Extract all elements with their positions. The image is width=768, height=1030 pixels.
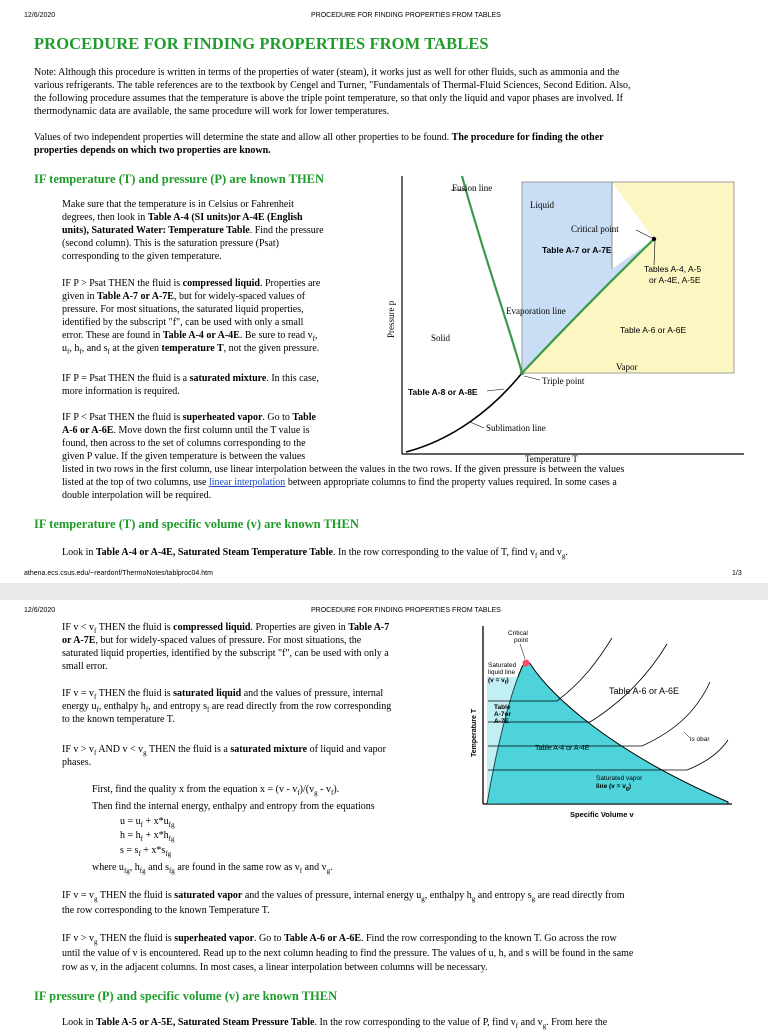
- table-a7-label-1: Table: [494, 704, 511, 711]
- tp-para-2-line-2: given in Table A-7 or A-7E, but for widely-spaced values of: [62, 291, 306, 302]
- tp-para-2-line-3: pressure. For most situations, the saturated liquid properties,: [62, 304, 304, 315]
- tv-b-line-1: IF $v = v_f$ THEN the fluid is saturated liquid and the values of pressure, internal: [62, 688, 384, 701]
- tp-para-4-line-3: found, then across to the set of columns corresponding to the: [62, 438, 306, 449]
- critical-point-marker: [652, 237, 656, 241]
- eq-s: $s = s_f + x*s_{fg}$: [120, 845, 172, 858]
- isobar-label: is obar: [690, 736, 710, 743]
- evaporation-line-label: Evaporation line: [506, 306, 566, 316]
- phase-diagram-p-t: [372, 170, 752, 470]
- tp-para-2-line-6: $u_f$, $h_f$, and $s_f$ at the given temperature T, not the given pressure.: [62, 343, 320, 356]
- tp-para-2-line-4: identified by the subscript "f", can be used with only a small: [62, 317, 304, 328]
- sat-liquid-label-1: Saturated: [488, 662, 517, 669]
- header-title: PROCEDURE FOR FINDING PROPERTIES FROM TABLES: [311, 12, 501, 19]
- values-line-2: properties depends on which two properties are known.: [34, 145, 271, 156]
- header-date-2: 12/6/2020: [24, 607, 56, 614]
- sat-liquid-label-2: liquid line: [488, 669, 516, 676]
- superheat-isobar-1: [557, 638, 612, 701]
- tp-para-4-line-6: listed at the top of two columns, use linear interpolation between appropriate columns to find the property values required. In some cases a: [62, 477, 617, 488]
- footer-page: 1/3: [732, 570, 742, 577]
- temperature-axis-label-2: Temperature T: [471, 708, 478, 757]
- tp-para-4-line-2: A-6 or A-6E. Move down the first column until the T value is: [62, 425, 310, 436]
- tv-g-line-2: until the value of v is encountered. Read up to the next column heading to find the pressure. The values of u, h, and s will be found in the same: [62, 948, 634, 959]
- tv-a-line-3: saturated liquid properties, identified by the subscript "f", can be used with only a: [62, 648, 389, 659]
- tv-diagram: [462, 622, 738, 827]
- tp-para-1-line-4: (second column). This is the saturation pressure (Psat): [62, 238, 279, 249]
- table-a7-label-2: A-7or: [494, 711, 511, 718]
- liquid-label: Liquid: [530, 200, 554, 210]
- tp-para-1-line-1: Make sure that the temperature is in Celsius or Fahrenheit: [62, 199, 294, 210]
- pressure-axis-label: Pressure p: [386, 300, 396, 338]
- tp-para-3-line-1: IF P = Psat THEN the fluid is a saturated mixture. In this case,: [62, 373, 319, 384]
- fusion-line: [462, 176, 522, 373]
- header-title-2: PROCEDURE FOR FINDING PROPERTIES FROM TABLES: [311, 607, 501, 614]
- triple-point-label: Triple point: [542, 376, 585, 386]
- a8-leader: [487, 389, 504, 391]
- linear-interpolation-link[interactable]: linear interpolation: [208, 477, 286, 488]
- table-a7-label-3: A-7E: [494, 718, 509, 725]
- tv-c-line-1: IF $v > v_f$ AND $v < v_g$ THEN the fluid is a saturated mixture of liquid and vapor: [62, 744, 386, 757]
- sublimation-line-label: Sublimation line: [486, 423, 546, 433]
- header-date: 12/6/2020: [24, 12, 56, 19]
- heading-temperature-volume: IF temperature (T) and specific volume (v) are known THEN: [34, 517, 359, 531]
- note-line-3: the following procedure assumes that the temperature is above the triple point temperature, so that only the liquid and vapor phases are involved. If: [34, 93, 623, 104]
- where-line: where $u_{fg}$, $h_{fg}$ and $s_{fg}$ are found in the same row as $v_f$ and $v_g$.: [92, 862, 333, 875]
- table-a7-label: Table A-7 or A-7E: [542, 245, 612, 255]
- vapor-label: Vapor: [616, 362, 638, 372]
- tv-a-line-1: IF $v < v_f$ THEN the fluid is compressed liquid. Properties are given in Table A-7: [62, 622, 390, 635]
- tp-para-2-line-5: error. These are found in Table A-4 or A-4E. Be sure to read $v_f$,: [62, 330, 318, 343]
- superheat-isobar-2: [590, 644, 667, 722]
- tv-b-line-3: to the known temperature T.: [62, 714, 175, 725]
- compressed-liquid-shading: [487, 677, 520, 804]
- tv-g-line-1: IF $v > v_g$ THEN the fluid is superheated vapor. Go to Table A-6 or A-6E. Find the row corresponding to the known T. Go across the row: [62, 933, 617, 946]
- tp-para-1-line-2: degrees, then look in Table A-4 (SI units)or A-4E (English: [62, 212, 303, 223]
- tv-g-line-3: row as v, in the adjacent columns. In most cases, a linear interpolation between columns will be necessary.: [62, 962, 488, 973]
- pv-para-line-1: Look in Table A-5 or A-5E, Saturated Steam Pressure Table. In the row corresponding to the value of P, find $v_f$ and $v_g$. From here the: [62, 1017, 608, 1030]
- eq-u: $u = u_f + x*u_{fg}$: [120, 816, 175, 829]
- triple-point-marker: [520, 371, 524, 375]
- tv-a-line-2: or A-7E, but for widely-spaced values of pressure. For most situations, the: [62, 635, 362, 646]
- critical-leader-2: [520, 644, 525, 659]
- specific-volume-axis-label: Specific Volume v: [570, 810, 634, 819]
- page-title: PROCEDURE FOR FINDING PROPERTIES FROM TABLES: [34, 34, 489, 53]
- critical-label-1: Critical: [508, 630, 528, 637]
- tv-f-line-1: IF $v = v_g$ THEN the fluid is saturated vapor and the values of pressure, internal energy $u_g$, enthalpy $h_g$ and entropy $s_g$ are read directly from: [62, 890, 625, 903]
- sublimation-line: [406, 373, 522, 452]
- tp-para-2-line-1: IF P > Psat THEN the fluid is compressed liquid. Properties are: [62, 278, 321, 289]
- tables-a4-label-2: or A-4E, A-5E: [649, 275, 701, 285]
- tv-b-line-2: energy $u_f$, enthalpy $h_f$, and entropy $s_f$ are read directly from the row corresponding: [62, 701, 392, 714]
- note-line-1: Note: Although this procedure is written in terms of the properties of water (steam), it works just as well for other fluids, such as ammonia and the: [34, 67, 620, 78]
- superheat-isobar-4: [687, 740, 728, 770]
- solid-label: Solid: [431, 333, 451, 343]
- heading-pressure-volume: IF pressure (P) and specific volume (v) are known THEN: [34, 989, 338, 1003]
- table-a6-label-2: Table A-6 or A-6E: [609, 686, 680, 696]
- tp-para-4-line-5: listed in two rows in the first column, use linear interpolation between the values in the two rows. If the given pressure is between the values: [62, 464, 625, 475]
- critical-point-marker-2: [523, 660, 530, 667]
- tv-f-line-2: the row corresponding to the known Temperature T.: [62, 905, 270, 916]
- tp-para-1-line-5: corresponding to the given temperature.: [62, 251, 222, 262]
- then-find-line: Then find the internal energy, enthalpy and entropy from the equations: [92, 801, 375, 812]
- sat-vapor-label-1: Saturated vapor: [596, 775, 643, 782]
- table-a4-label-2: Table A-4 or A-4E: [535, 745, 590, 752]
- page-separator: [0, 583, 768, 600]
- tv-c-line-2: phases.: [62, 757, 92, 768]
- sublimation-leader: [470, 422, 484, 428]
- critical-label-2: point: [514, 637, 529, 644]
- tp-para-4-line-1: IF P < Psat THEN the fluid is superheated vapor. Go to Table: [62, 412, 316, 423]
- heading-temperature-pressure: IF temperature (T) and pressure (P) are known THEN: [34, 172, 325, 186]
- eq-h: $h = h_f + x*h_{fg}$: [120, 830, 175, 843]
- tables-a4-label-1: Tables A-4, A-5: [644, 264, 702, 274]
- sat-vapor-label-2: line $(v = v_g)$: [596, 783, 632, 792]
- table-a6-label: Table A-6 or A-6E: [620, 325, 687, 335]
- tv-para-line-1: Look in Table A-4 or A-4E, Saturated Steam Temperature Table. In the row corresponding to the value of T, find $v_f$ and $v_g$.: [62, 547, 568, 560]
- triple-leader: [524, 376, 540, 380]
- tp-para-3-line-2: more information is required.: [62, 386, 180, 397]
- sat-liquid-label-3: $(v = v_f)$: [488, 677, 509, 686]
- footer-url: athena.ecs.csus.edu/~reardonf/ThermoNotes/tablproc04.htm: [24, 570, 213, 577]
- tp-para-4-line-7: double interpolation will be required.: [62, 490, 212, 501]
- note-line-4: thermodynamic data are available, the same procedure will work for lower temperatures.: [34, 106, 390, 117]
- fusion-line-label: Fusion line: [452, 183, 493, 193]
- critical-point-label: Critical point: [571, 224, 619, 234]
- tp-para-1-line-3: units), Saturated Water: Temperature Table. Find the pressure: [62, 225, 324, 236]
- tv-a-line-4: small error.: [62, 661, 108, 672]
- temperature-axis-label: Temperature T: [525, 454, 578, 464]
- quality-eq-line: First, find the quality x from the equation $x = (v - v_f)/(v_g - v_f)$.: [92, 784, 340, 797]
- tp-para-4-line-4: given P value. If the given temperature is between the values: [62, 451, 306, 462]
- page-2: [0, 600, 768, 1030]
- table-a8-label: Table A-8 or A-8E: [408, 387, 478, 397]
- note-line-2: various refrigerants. The table references are to the textbook by Cengel and Turner, "Fundamentals of Thermal-Fluid Sciences, Second Edition. Also,: [34, 80, 631, 91]
- values-line-1: Values of two independent properties will determine the state and allow all other properties to be found. The procedure for finding the other: [34, 132, 604, 143]
